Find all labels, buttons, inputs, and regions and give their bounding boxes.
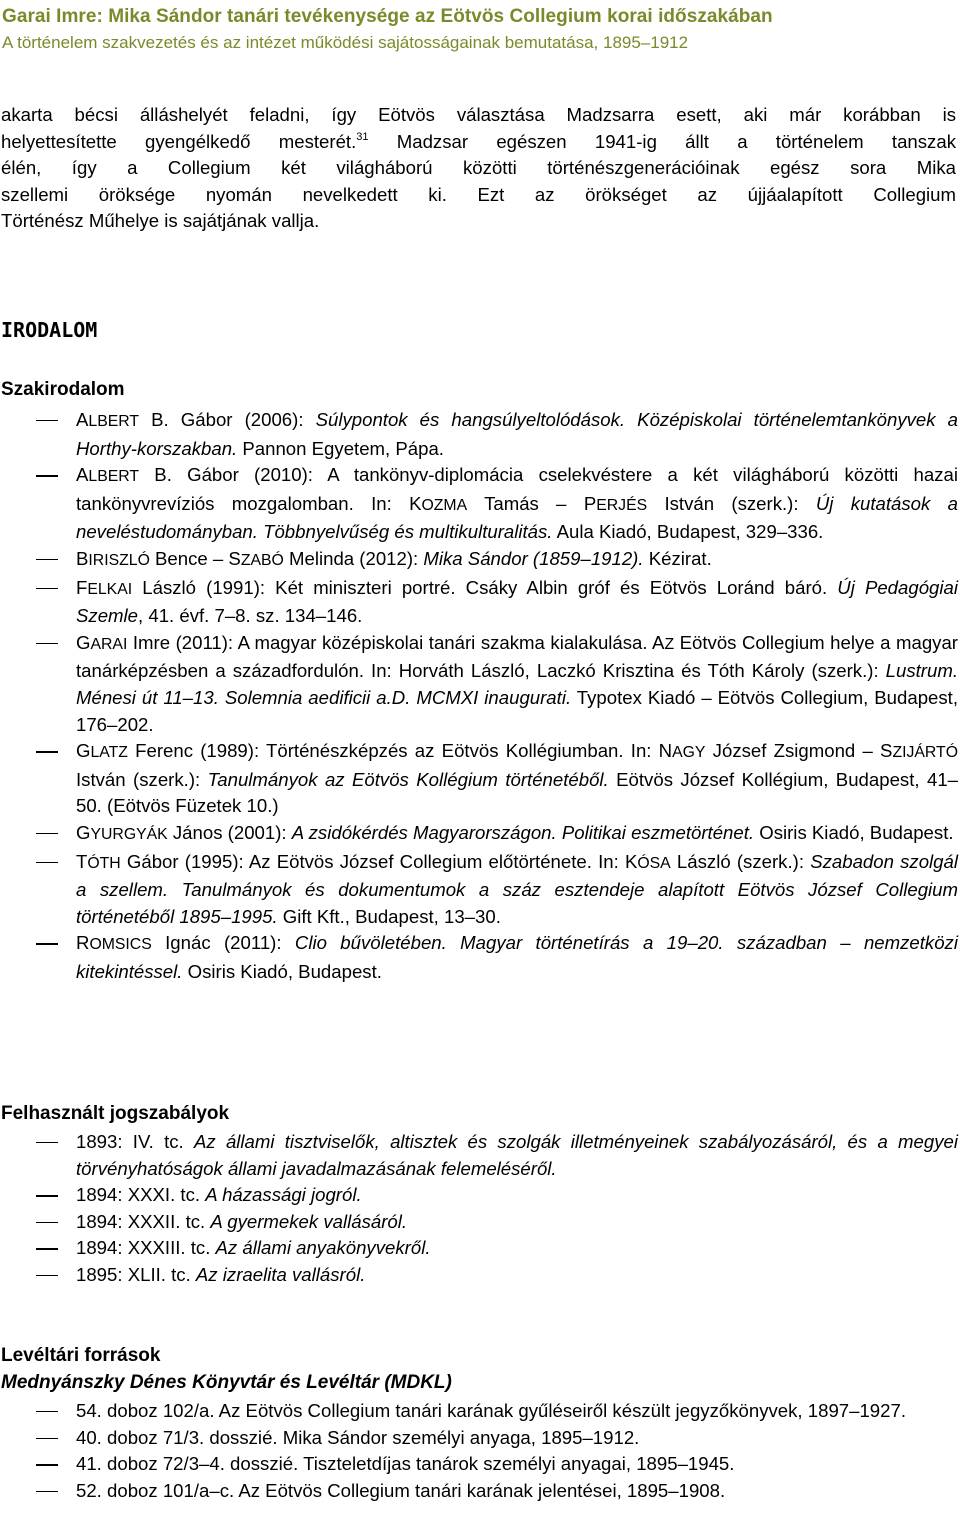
dash-bullet [36,559,58,560]
list-item: GLATZ Ferenc (1989): Történészképzés az Eötvös Kollégiumban. In: NAGY József Zsigmond – SZIJÁRTÓ István (szerk.): Tanulmányok az Eötvös Kollégium történetéből. Eötvös József Kollégium, Budapest, 41–50. (Eötvös Füzetek 10.) [0,738,958,820]
dash-bullet [36,1275,58,1276]
dash-bullet [36,862,58,863]
list-item: 1894: XXXII. tc. A gyermekek vallásáról. [0,1209,958,1236]
list-item: 54. doboz 102/a. Az Eötvös Collegium tanári karának gyűléseiről készült jegyzőkönyvek, 1897–1927. [0,1398,958,1425]
list-item: 41. doboz 72/3–4. dosszié. Tiszteletdíjas tanárok személyi anyagai, 1895–1945. [0,1451,958,1478]
dash-bullet [36,1142,58,1143]
list-item: 1895: XLII. tc. Az izraelita vallásról. [0,1262,958,1289]
list-item: ALBERT B. Gábor (2010): A tankönyv-diplomácia cselekvéstere a két világháború közötti hazai tankönyvrevíziós mozgalomban. In: KOZMA Tamás – PERJÉS István (szerk.): Új kutatások a neveléstudományban. Többnyelvűség és multikulturalitás. Aula Kiadó, Budapest, 329–336. [0,462,958,546]
szakirodalom-list [0,407,958,985]
list-item: GYURGYÁK János (2001): A zsidókérdés Magyarországon. Politikai eszmetörténet. Osiris Kiadó, Budapest. [0,820,958,849]
szakirodalom-heading: Szakirodalom [1,379,125,400]
dash-bullet [36,588,58,589]
leveltari-list [0,1398,958,1504]
running-header-title: Garai Imre: Mika Sándor tanári tevékenysége az Eötvös Collegium korai időszakában [2,6,773,27]
dash-bullet [36,1248,58,1249]
jogszabalyok-list [0,1129,958,1289]
list-item: 52. doboz 101/a–c. Az Eötvös Collegium tanári karának jelentései, 1895–1908. [0,1478,958,1505]
dash-bullet [36,1411,58,1412]
dash-bullet [36,1438,58,1439]
list-item: 1894: XXXIII. tc. Az állami anyakönyvekről. [0,1235,958,1262]
dash-bullet [36,643,58,644]
intro-line: élén, így a Collegium két világháború közötti történészgenerációinak egész sora Mika [1,157,956,179]
dash-bullet [36,1491,58,1492]
list-item: 40. doboz 71/3. dosszié. Mika Sándor személyi anyaga, 1895–1912. [0,1425,958,1452]
dash-bullet [36,1222,58,1223]
footnote-ref-31[interactable]: 31 [356,130,369,143]
list-item: TÓTH Gábor (1995): Az Eötvös József Collegium előtörténete. In: KÓSA László (szerk.): Szabadon szolgál a szellem. Tanulmányok és dokumentumok a száz esztendeje alapított Eötvös József Collegium történetéből 1895–1995. Gift Kft., Budapest, 13–30. [0,849,958,931]
intro-line: akarta bécsi álláshelyét feladni, így Eötvös választása Madzsarra esett, aki már korábban is [1,104,956,125]
dash-bullet [36,1464,58,1465]
list-item: 1894: XXXI. tc. A házassági jogról. [0,1182,958,1209]
leveltari-heading: Levéltári források [1,1345,161,1366]
dash-bullet [36,943,58,944]
dash-bullet [36,833,58,834]
intro-line: Történész Műhelye is sajátjának vallja. [1,210,320,232]
section-title: IRODALOM [1,318,98,342]
running-header-subtitle: A történelem szakvezetés és az intézet működési sajátosságainak bemutatása, 1895–1912 [2,33,689,52]
dash-bullet [36,751,58,752]
list-item: GARAI Imre (2011): A magyar középiskolai tanári szakma kialakulása. AZ Eötvös Collegium helye a magyar tanárképzésben a századfordulón. In: Horváth László, Laczkó Krisztina és Tóth Károly (szerk.): Lustrum. Ménesi út 11–13. Solemnia aedificii a.D. MCMXI inaugurati. Typotex Kiadó – Eötvös Collegium, Budapest, 176–202. [0,630,958,738]
intro-paragraph [1,102,956,235]
list-item: ROMSICS Ignác (2011): Clio bűvöletében. Magyar történetírás a 19–20. században – nemzetközi kitekintéssel. Osiris Kiadó, Budapest. [0,930,958,985]
list-item: FELKAI László (1991): Két miniszteri portré. Csáky Albin gróf és Eötvös Loránd báró. Új Pedagógiai Szemle, 41. évf. 7–8. sz. 134–146. [0,575,958,630]
dash-bullet [36,475,58,476]
list-item: BIRISZLÓ Bence – SZABÓ Melinda (2012): Mika Sándor (1859–1912). Kézirat. [0,546,958,575]
intro-line: helyettesítette gyengélkedő mesterét.$^{31}$ Madzsar egészen 1941-ig állt a történelem tanszak [1,130,956,152]
dash-bullet [36,420,58,421]
dash-bullet [36,1195,58,1196]
archive-subheading: Mednyánszky Dénes Könyvtár és Levéltár (MDKL) [1,1372,452,1393]
jogszabalyok-heading: Felhasznált jogszabályok [1,1103,230,1124]
list-item: ALBERT B. Gábor (2006): Súlypontok és hangsúlyeltolódások. Középiskolai történelemtankönyvek a Horthy-korszakban. Pannon Egyetem, Pápa. [0,407,958,462]
list-item: 1893: IV. tc. Az állami tisztviselők, altisztek és szolgák illetményeinek szabályozásáról, és a megyei törvényhatóságok állami javadalmazásának felemeléséről. [0,1129,958,1182]
intro-line: szellemi öröksége nyomán nevelkedett ki. Ezt az örökséget az újjáalapított Collegium [1,183,956,205]
